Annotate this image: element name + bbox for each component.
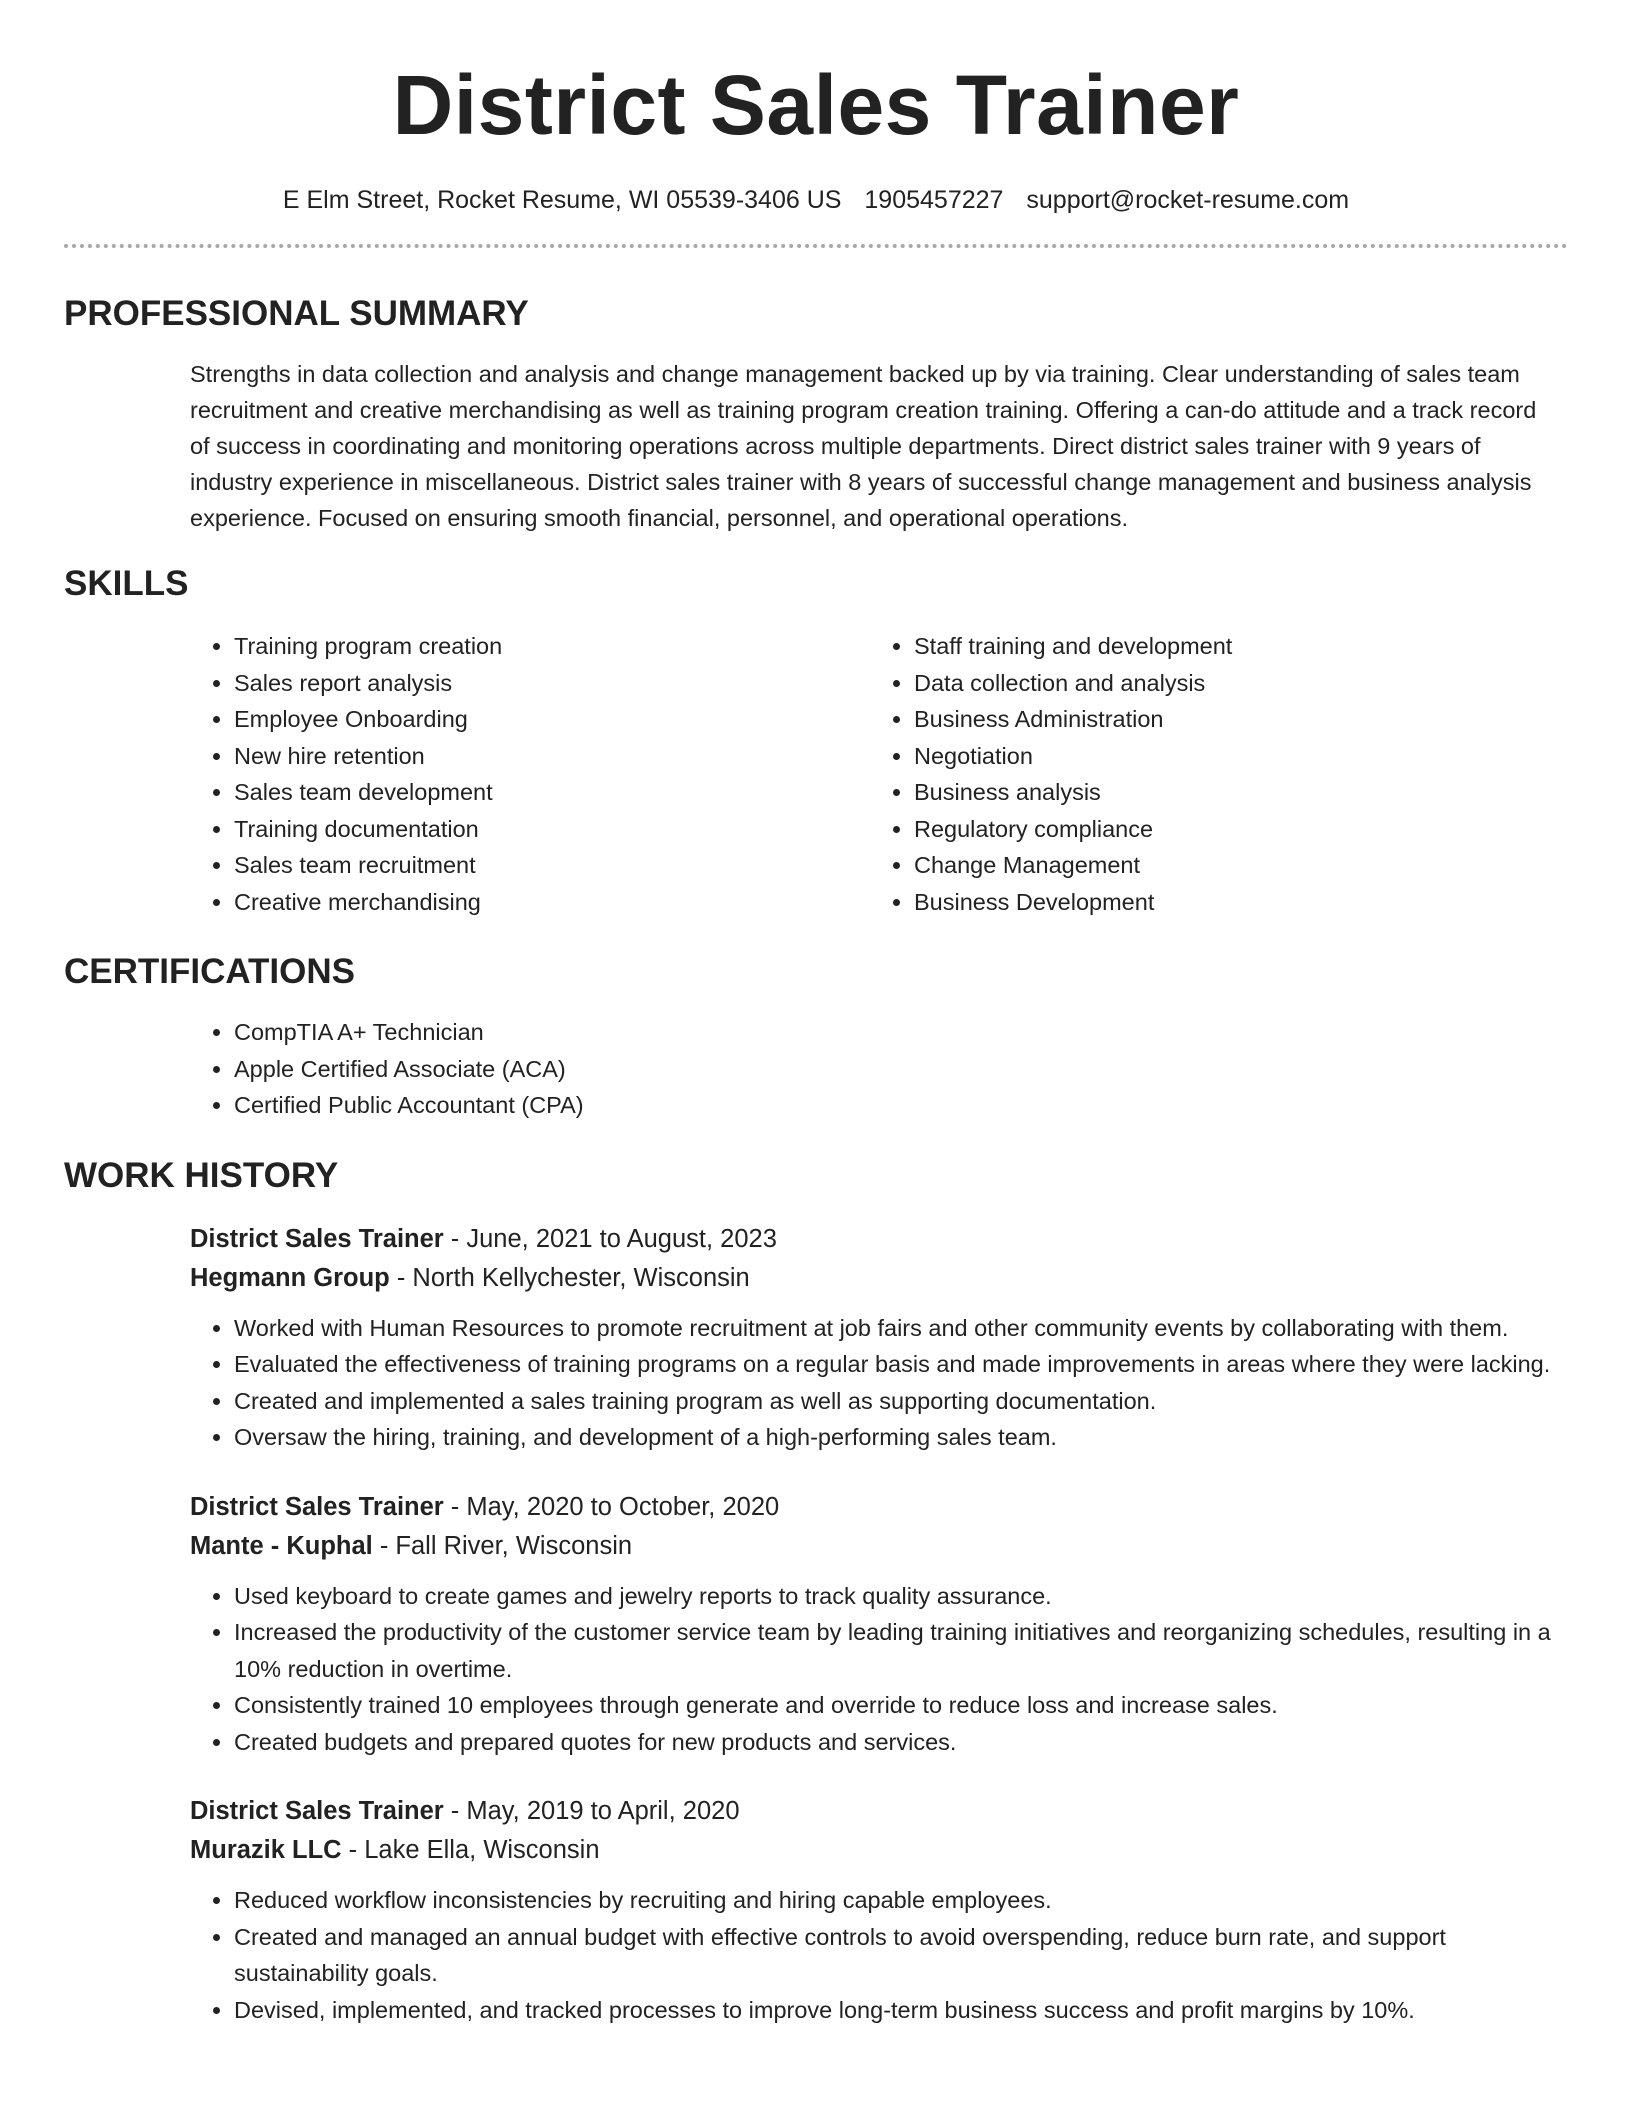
- skills-column-right: [870, 628, 1550, 920]
- job-dates: - May, 2019 to April, 2020: [443, 1797, 740, 1825]
- job-bullet: • Increased the productivity of the customer service team by leading training initiatives and reorganizing schedules, resulting in a 10% reduction in overtime.: [234, 1614, 1552, 1687]
- job-entry: [190, 1488, 1568, 1761]
- job-location: - North Kellychester, Wisconsin: [389, 1263, 750, 1292]
- job-bullet: • Consistently trained 10 employees through generate and override to reduce loss and increase sales.: [234, 1687, 1552, 1724]
- header-divider: [64, 244, 1568, 248]
- skill-item: • Staff training and development: [914, 628, 1550, 665]
- job-bullet: • Worked with Human Resources to promote recruitment at job fairs and other community events by collaborating with them.: [234, 1310, 1552, 1347]
- job-bullet: • Evaluated the effectiveness of training programs on a regular basis and made improvements in areas where they were lacking.: [234, 1346, 1552, 1383]
- certifications-section: [190, 1014, 1568, 1124]
- job-bullet: • Created and managed an annual budget with effective controls to avoid overspending, reduce burn rate, and support sustainability goals.: [234, 1919, 1552, 1992]
- skill-item: • Business analysis: [914, 774, 1550, 811]
- summary-text: Strengths in data collection and analysis and change management backed up by via training. Clear understanding of sales team recruitment and creative merchandising as well as training program creation training. Offering a can-do attitude and a track record of success in coordinating and monitoring operations across multiple departments. Direct district sales trainer with 9 years of industry experience in miscellaneous. District sales trainer with 8 years of successful change management and business analysis experience. Focused on ensuring smooth financial, personnel, and operational operations.: [190, 361, 1537, 531]
- skill-item: • Business Development: [914, 884, 1550, 921]
- skill-item: • Employee Onboarding: [234, 701, 870, 738]
- certification-item: • Certified Public Accountant (CPA): [234, 1087, 1568, 1124]
- certifications-heading: CERTIFICATIONS: [64, 952, 356, 991]
- job-entry: [190, 1792, 1568, 2028]
- job-dates: - May, 2020 to October, 2020: [443, 1492, 780, 1521]
- job-title-line: [190, 1220, 1568, 1259]
- contact-line: [64, 184, 1568, 216]
- skill-item: • Negotiation: [914, 738, 1550, 775]
- job-location: - Lake Ella, Wisconsin: [341, 1836, 600, 1864]
- skills-columns: [190, 628, 1568, 920]
- job-bullet: • Created budgets and prepared quotes for new products and services.: [234, 1724, 1552, 1761]
- work-history-heading: WORK HISTORY: [64, 1155, 339, 1195]
- job-bullet: • Oversaw the hiring, training, and development of a high-performing sales team.: [234, 1419, 1552, 1456]
- skill-item: • New hire retention: [234, 738, 870, 775]
- contact-phone: 1905457227: [864, 186, 1004, 214]
- contact-address: E Elm Street, Rocket Resume, WI 05539-3406 US: [282, 186, 842, 214]
- skill-item: • Training program creation: [234, 628, 870, 665]
- skill-item: • Business Administration: [914, 701, 1550, 738]
- summary-heading: PROFESSIONAL SUMMARY: [64, 294, 529, 333]
- resume-name: District Sales Trainer: [392, 58, 1240, 152]
- job-role: District Sales Trainer: [190, 1492, 444, 1521]
- skills-list-right: [870, 628, 1550, 920]
- job-bullet: • Devised, implemented, and tracked processes to improve long-term business success and profit margins by 10%.: [234, 1992, 1552, 2029]
- job-bullet-list: [190, 1882, 1552, 2028]
- job-entry: [190, 1220, 1568, 1456]
- job-company: Murazik LLC: [190, 1836, 342, 1864]
- job-bullet: • Used keyboard to create games and jewelry reports to track quality assurance.: [234, 1578, 1552, 1615]
- skill-item: • Regulatory compliance: [914, 811, 1550, 848]
- job-bullets: [190, 1310, 1552, 1456]
- job-location: - Fall River, Wisconsin: [372, 1531, 633, 1560]
- job-role: District Sales Trainer: [190, 1224, 444, 1253]
- job-company-line: [190, 1259, 1568, 1298]
- skill-item: • Creative merchandising: [234, 884, 870, 921]
- job-title-line: [190, 1792, 1568, 1831]
- certification-item: • CompTIA A+ Technician: [234, 1014, 1568, 1051]
- skill-item: • Training documentation: [234, 811, 870, 848]
- skill-item: • Sales team development: [234, 774, 870, 811]
- skills-list-left: [190, 628, 870, 920]
- job-bullet-list: [190, 1578, 1552, 1761]
- certifications-list: [190, 1014, 1568, 1124]
- job-bullets: [190, 1578, 1552, 1761]
- skill-item: • Sales report analysis: [234, 665, 870, 702]
- skills-column-left: [190, 628, 870, 920]
- job-dates: - June, 2021 to August, 2023: [443, 1224, 777, 1253]
- job-company: Hegmann Group: [190, 1263, 390, 1292]
- skills-heading: SKILLS: [64, 564, 189, 603]
- certification-item: • Apple Certified Associate (ACA): [234, 1051, 1568, 1088]
- contact-email: support@rocket-resume.com: [1026, 186, 1350, 214]
- skill-item: • Change Management: [914, 847, 1550, 884]
- job-role: District Sales Trainer: [190, 1797, 444, 1825]
- job-bullets: [190, 1882, 1552, 2028]
- job-bullet: • Created and implemented a sales training program as well as supporting documentation.: [234, 1383, 1552, 1420]
- job-company-line: [190, 1527, 1568, 1566]
- skill-item: • Data collection and analysis: [914, 665, 1550, 702]
- skill-item: • Sales team recruitment: [234, 847, 870, 884]
- job-company: Mante - Kuphal: [190, 1531, 373, 1560]
- job-bullet-list: [190, 1310, 1552, 1456]
- job-bullet: • Reduced workflow inconsistencies by recruiting and hiring capable employees.: [234, 1882, 1552, 1919]
- job-company-line: [190, 1831, 1568, 1870]
- job-title-line: [190, 1488, 1568, 1527]
